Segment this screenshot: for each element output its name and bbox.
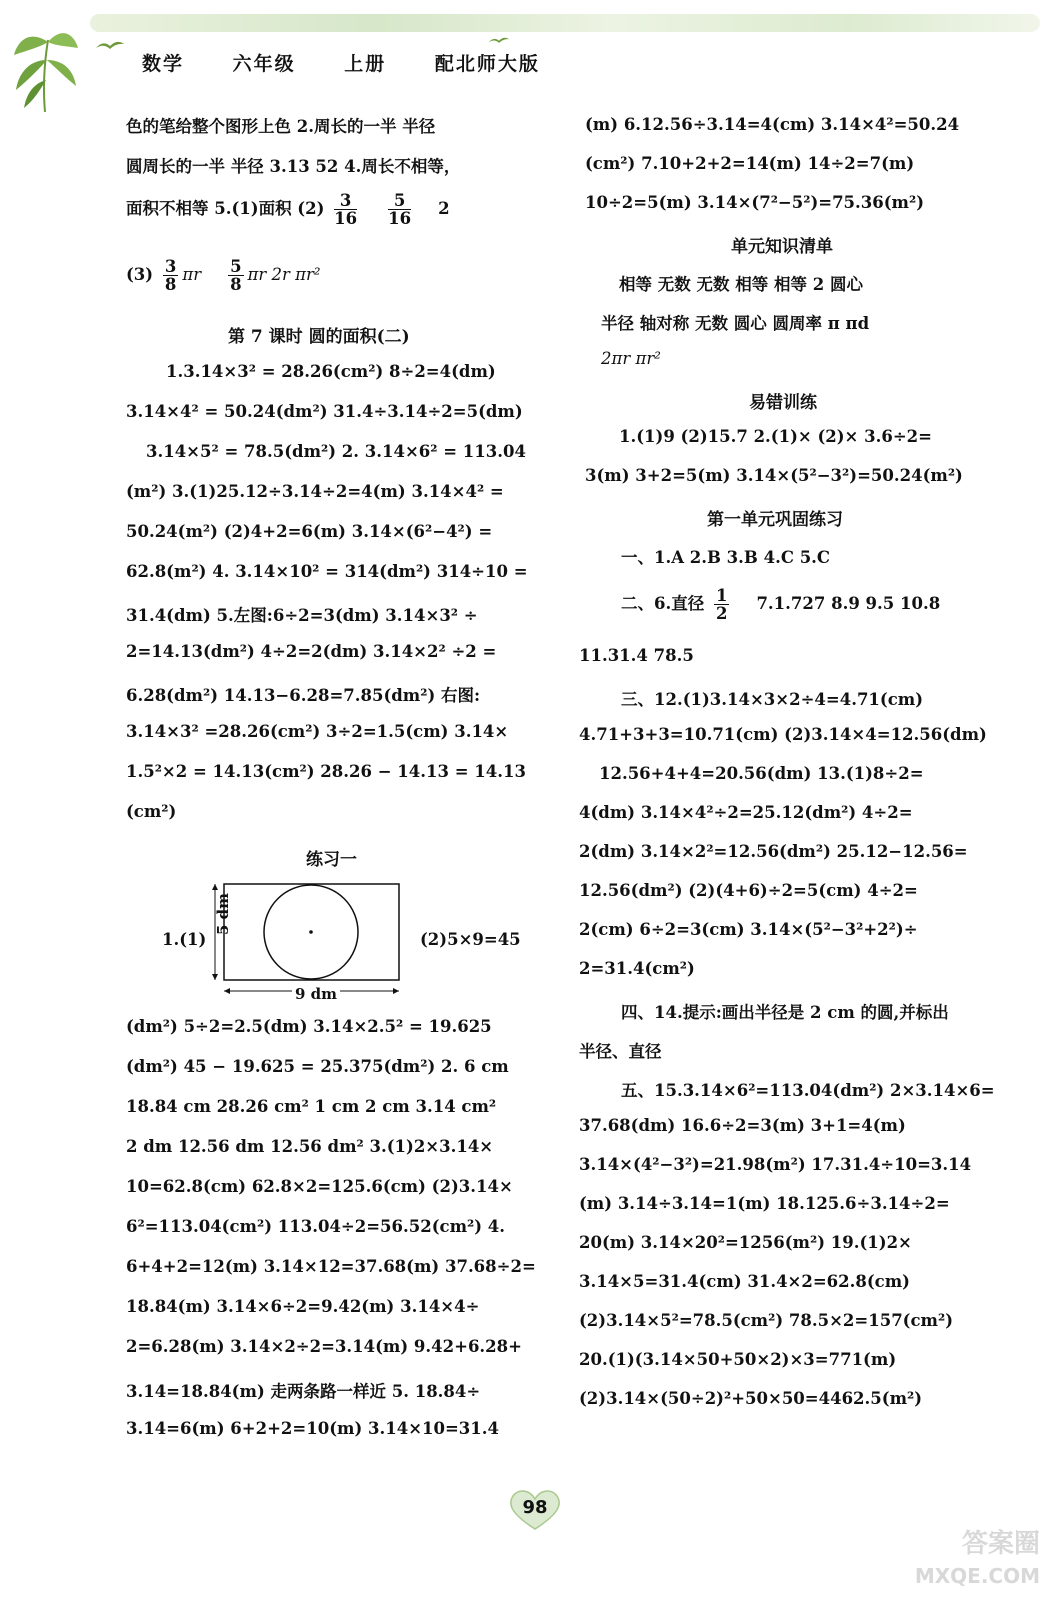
answer-line: 3.14=6(m) 6+2+2=10(m) 3.14×10=31.4 xyxy=(126,1419,499,1438)
answer-line: 6²=113.04(cm²) 113.04÷2=56.52(cm²) 4. xyxy=(126,1217,506,1236)
section-title: 第一单元巩固练习 xyxy=(707,510,843,530)
watermark-line: 答案圈 xyxy=(961,1529,1040,1559)
answer-line: 12.56+4+4=20.56(dm) 13.(1)8÷2= xyxy=(599,764,924,783)
width-label: 9 dm xyxy=(292,985,340,1003)
figure-label: 1.(1) xyxy=(162,930,207,949)
answer-line: 62.8(m²) 4. 3.14×10² = 314(dm²) 314÷10 = xyxy=(126,562,528,581)
section-title: 第 7 课时 圆的面积(二) xyxy=(228,327,410,347)
answer-text: (3) xyxy=(126,265,154,284)
bird-icon xyxy=(488,34,510,46)
answer-text: πr 2r πr² xyxy=(247,265,321,284)
answer-line: (dm²) 45 − 19.625 = 25.375(dm²) 2. 6 cm xyxy=(126,1057,509,1076)
rectangle-circle-figure xyxy=(212,880,407,1000)
fraction-numerator: 1 xyxy=(715,586,728,605)
answer-line: 3.14×5² = 78.5(dm²) 2. 3.14×6² = 113.04 xyxy=(146,442,526,461)
book-header xyxy=(142,49,566,76)
answer-line: 2πr πr² xyxy=(601,349,661,368)
answer-line: 四、14.提示:画出半径是 2 cm 的圆,并标出 xyxy=(621,1003,949,1022)
answer-line-fraction xyxy=(126,192,450,227)
fraction xyxy=(334,192,357,227)
answer-line: 18.84 cm 28.26 cm² 1 cm 2 cm 3.14 cm² xyxy=(126,1097,497,1116)
answer-line: 20.(1)(3.14×50+50×2)×3=771(m) xyxy=(579,1350,897,1369)
answer-line: (m²) 3.(1)25.12÷3.14÷2=4(m) 3.14×4² = xyxy=(126,482,504,501)
fraction-denominator: 8 xyxy=(230,275,242,294)
fraction-denominator: 8 xyxy=(164,275,177,294)
answer-line: 半径、直径 xyxy=(579,1042,662,1061)
answer-line: 1.(1)9 (2)15.7 2.(1)× (2)× 3.6÷2= xyxy=(619,427,932,446)
fraction xyxy=(388,192,411,227)
fraction-numerator: 5 xyxy=(230,257,242,276)
answer-line: 3(m) 3+2=5(m) 3.14×(5²−3²)=50.24(m²) xyxy=(585,466,963,485)
answer-line: (m) 6.12.56÷3.14=4(cm) 3.14×4²=50.24 xyxy=(585,115,960,134)
answer-line: (cm²) xyxy=(126,802,177,821)
answer-line: 3.14×4² = 50.24(dm²) 31.4÷3.14÷2=5(dm) xyxy=(126,402,523,421)
answer-line: 3.14×3² =28.26(cm²) 3÷2=1.5(cm) 3.14× xyxy=(126,722,509,741)
header-edition: 配北师大版 xyxy=(434,53,540,75)
header-volume: 上册 xyxy=(344,53,387,75)
answer-line: 1.3.14×3² = 28.26(cm²) 8÷2=4(dm) xyxy=(166,362,496,381)
answer-line: 色的笔给整个图形上色 2.周长的一半 半径 xyxy=(126,117,436,136)
circle-center-dot xyxy=(309,930,313,934)
height-label: 5 dm xyxy=(214,892,232,935)
answer-line: 五、15.3.14×6²=113.04(dm²) 2×3.14×6= xyxy=(621,1081,995,1100)
answer-line: 10÷2=5(m) 3.14×(7²−5²)=75.36(m²) xyxy=(585,193,925,212)
answer-line: 37.68(dm) 16.6÷2=3(m) 3+1=4(m) xyxy=(579,1116,906,1135)
header-decor-band xyxy=(90,14,1040,32)
answer-line: 3.14=18.84(m) 走两条路一样近 5. 18.84÷ xyxy=(126,1382,481,1401)
answer-line-fraction xyxy=(621,587,940,622)
answer-line: (m) 3.14÷3.14=1(m) 18.125.6÷3.14÷2= xyxy=(579,1194,950,1213)
answer-text: 面积不相等 5.(1)面积 (2) xyxy=(126,199,325,218)
fraction xyxy=(228,258,243,293)
watermark-line: MXQE.COM xyxy=(914,1564,1040,1588)
answer-line: 相等 无数 无数 相等 相等 2 圆心 xyxy=(619,275,863,294)
answer-line: 半径 轴对称 无数 圆心 圆周率 π πd xyxy=(601,314,870,333)
section-title: 单元知识清单 xyxy=(731,237,833,257)
header-grade: 六年级 xyxy=(232,53,296,75)
answer-line: 2=14.13(dm²) 4÷2=2(dm) 3.14×2² ÷2 = xyxy=(126,642,497,661)
answer-text: 2 xyxy=(438,199,450,218)
fraction-denominator: 16 xyxy=(388,209,412,228)
answer-line: 11.31.4 78.5 xyxy=(579,646,694,665)
answer-text: πr xyxy=(182,265,202,284)
answer-line: 12.56(dm²) (2)(4+6)÷2=5(cm) 4÷2= xyxy=(579,881,918,900)
answer-line: 20(m) 3.14×20²=1256(m²) 19.(1)2× xyxy=(579,1233,912,1252)
answer-line: 2(cm) 6÷2=3(cm) 3.14×(5²−3²+2²)÷ xyxy=(579,920,918,939)
section-title: 易错训练 xyxy=(749,393,817,413)
answer-line: (2)5×9=45 xyxy=(420,930,521,949)
section-title: 练习一 xyxy=(306,850,357,870)
header-subject: 数学 xyxy=(142,53,185,75)
fraction-numerator: 5 xyxy=(388,192,411,210)
answer-line: (2)3.14×5²=78.5(cm²) 78.5×2=157(cm²) xyxy=(579,1311,954,1330)
answer-line: 6.28(dm²) 14.13−6.28=7.85(dm²) 右图: xyxy=(126,686,481,705)
answer-line: 一、1.A 2.B 3.B 4.C 5.C xyxy=(621,548,831,567)
fraction-numerator: 3 xyxy=(334,192,357,210)
bird-icon xyxy=(95,38,125,52)
answer-line: 2=31.4(cm²) xyxy=(579,959,695,978)
answer-text: 7.1.727 8.9 9.5 10.8 xyxy=(756,594,941,613)
answer-line: 3.14×(4²−3²)=21.98(m²) 17.31.4÷10=3.14 xyxy=(579,1155,972,1174)
answer-line: 31.4(dm) 5.左图:6÷2=3(dm) 3.14×3² ÷ xyxy=(126,606,478,625)
answer-line: 4(dm) 3.14×4²÷2=25.12(dm²) 4÷2= xyxy=(579,803,913,822)
fraction-denominator: 2 xyxy=(715,604,728,623)
answer-line: 1.5²×2 = 14.13(cm²) 28.26 − 14.13 = 14.13 xyxy=(126,762,526,781)
answer-line: 18.84(m) 3.14×6÷2=9.42(m) 3.14×4÷ xyxy=(126,1297,480,1316)
answer-line: 2 dm 12.56 dm 12.56 dm² 3.(1)2×3.14× xyxy=(126,1137,494,1156)
watermark xyxy=(915,1528,1040,1592)
answer-line: (dm²) 5÷2=2.5(dm) 3.14×2.5² = 19.625 xyxy=(126,1017,492,1036)
answer-line: 6+4+2=12(m) 3.14×12=37.68(m) 37.68÷2= xyxy=(126,1257,536,1276)
answer-line: 50.24(m²) (2)4+2=6(m) 3.14×(6²−4²) = xyxy=(126,522,493,541)
answer-line: (cm²) 7.10+2+2=14(m) 14÷2=7(m) xyxy=(585,154,915,173)
answer-line: 圆周长的一半 半径 3.13 52 4.周长不相等， xyxy=(126,157,461,176)
page-number: 98 xyxy=(522,1497,548,1518)
answer-line-fraction xyxy=(126,258,321,293)
answer-line: 4.71+3+3=10.71(cm) (2)3.14×4=12.56(dm) xyxy=(579,725,987,744)
answer-line: 2=6.28(m) 3.14×2÷2=3.14(m) 9.42+6.28+ xyxy=(126,1337,522,1356)
answer-line: 10=62.8(cm) 62.8×2=125.6(cm) (2)3.14× xyxy=(126,1177,513,1196)
answer-line: 2(dm) 3.14×2²=12.56(dm²) 25.12−12.56= xyxy=(579,842,968,861)
palm-leaf-icon xyxy=(10,20,80,115)
answer-text: 二、6.直径 xyxy=(621,594,705,613)
answer-line: (2)3.14×(50÷2)²+50×50=4462.5(m²) xyxy=(579,1389,923,1408)
fraction xyxy=(163,258,178,293)
answer-line: 三、12.(1)3.14×3×2÷4=4.71(cm) xyxy=(621,690,924,709)
page-number-badge xyxy=(505,1487,565,1532)
answer-line: 3.14×5=31.4(cm) 31.4×2=62.8(cm) xyxy=(579,1272,910,1291)
fraction-numerator: 3 xyxy=(164,257,177,276)
fraction xyxy=(714,587,729,622)
fraction-denominator: 16 xyxy=(334,209,358,228)
